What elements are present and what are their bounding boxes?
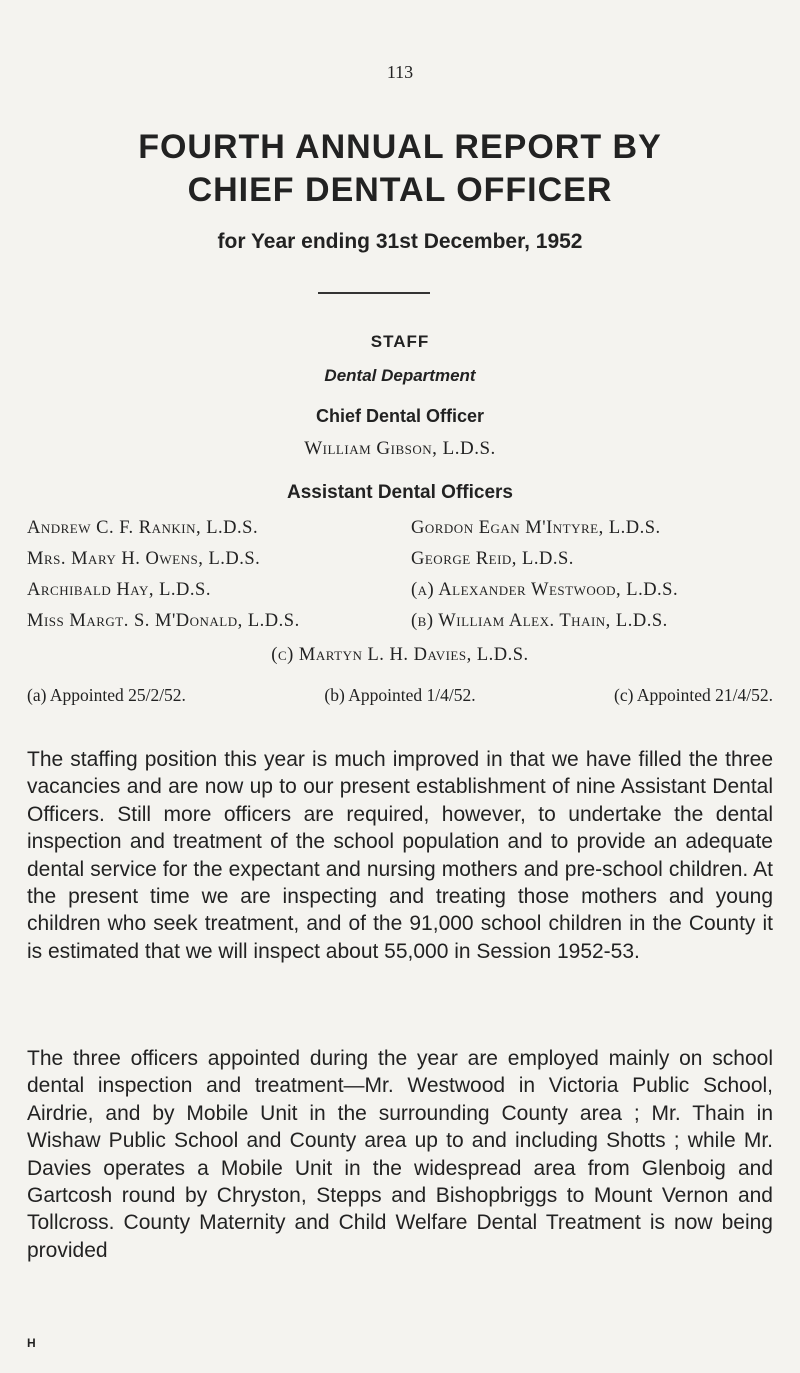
report-title-line-2: CHIEF DENTAL OFFICER: [187, 171, 613, 209]
footnote-a: (a) Appointed 25/2/52.: [27, 685, 186, 705]
staff-heading: STAFF: [370, 332, 430, 351]
assistant-officer-name: George Reid, L.D.S.: [411, 549, 574, 569]
signature-mark: H: [27, 1336, 36, 1350]
body-paragraph: The staffing position this year is much improved in that we have filled the three vacancies and are now up to our present establishment of nine Assistant Dental Officers. Still more officers are required, however, to undertake the dental inspection and treatment of the school population and to provide an adequate dental service for the expectant and nursing mothers and pre-school children. At the present time we are inspecting and treating those mothers and young children who seek treatment, and of the 91,000 school children in the County it is estimated that we will inspect about 55,000 in Session 1952-53.: [27, 748, 773, 963]
assistant-officer-name: Mrs. Mary H. Owens, L.D.S.: [27, 549, 261, 569]
chief-officer-name: William Gibson, L.D.S.: [304, 438, 496, 459]
appointment-footnotes: [27, 685, 773, 706]
chief-officer-heading: Chief Dental Officer: [315, 406, 485, 426]
assistant-officer-name: Gordon Egan M'Intyre, L.D.S.: [411, 518, 661, 538]
divider-rule: [318, 292, 430, 294]
footnote-b: (b) Appointed 1/4/52.: [324, 685, 476, 705]
assistant-officer-name: (b) William Alex. Thain, L.D.S.: [411, 611, 668, 631]
assistant-officer-name: Miss Margt. S. M'Donald, L.D.S.: [27, 611, 300, 631]
report-subtitle: for Year ending 31st December, 1952: [217, 230, 583, 253]
body-paragraph: The three officers appointed during the year are employed mainly on school dental inspection and treatment—Mr. Westwood in Victoria Public School, Airdrie, and by Mobile Unit in the surrounding County area ; Mr. Thain in Wishaw Public School and County area up to and including Shotts ; while Mr. Davies operates a Mobile Unit in the widespread area from Glenboig and Gartcosh round by Chryston, Stepps and Bishopbriggs to Mount Vernon and Tollcross. County Maternity and Child Welfare Dental Treatment is now being provided: [27, 1047, 773, 1262]
department-name: Dental Department: [324, 366, 476, 385]
assistant-officers-heading: Assistant Dental Officers: [287, 482, 513, 503]
page-number: 113: [386, 62, 414, 82]
report-title-line-1: FOURTH ANNUAL REPORT BY: [138, 128, 662, 166]
assistant-officer-name: (a) Alexander Westwood, L.D.S.: [411, 580, 679, 600]
assistant-officer-name: (c) Martyn L. H. Davies, L.D.S.: [271, 645, 529, 665]
assistant-officer-name: Andrew C. F. Rankin, L.D.S.: [27, 518, 259, 538]
assistant-officer-name: Archibald Hay, L.D.S.: [27, 580, 211, 600]
footnote-c: (c) Appointed 21/4/52.: [614, 685, 773, 705]
